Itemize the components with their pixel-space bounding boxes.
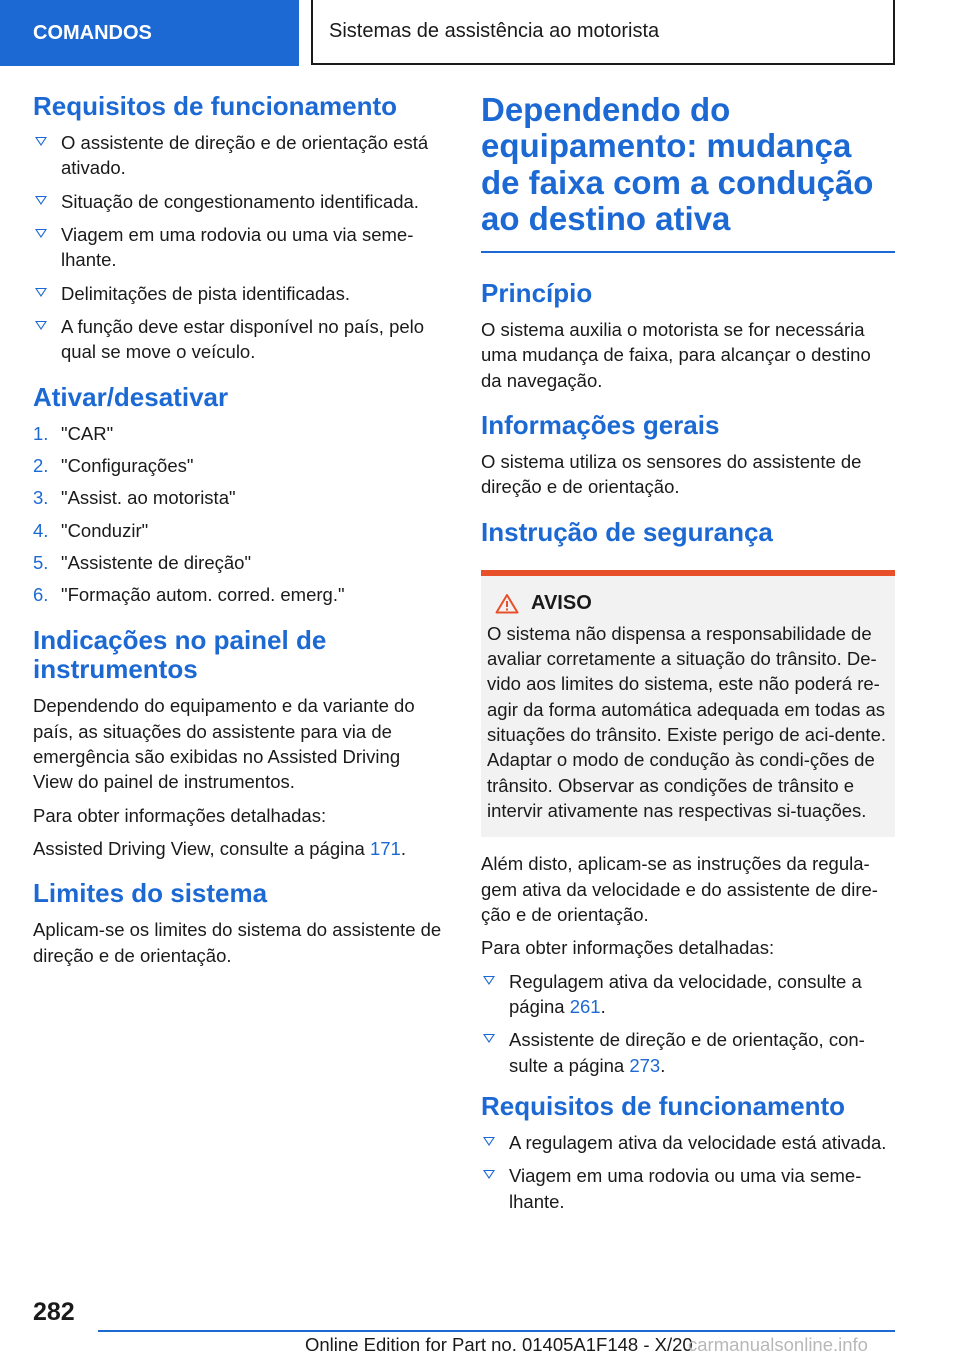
page-header <box>0 0 960 66</box>
step-item: 1. "CAR" <box>33 422 114 444</box>
triangle-bullet-icon <box>35 196 47 205</box>
list-item: A função deve estar disponível no país, pelo qual se move o veículo. <box>33 314 443 365</box>
footer-divider <box>98 1330 895 1332</box>
list-item: O assistente de direção e de orientação está ativado. <box>33 130 443 181</box>
step-item: 2. "Configurações" <box>33 454 194 476</box>
triangle-bullet-icon <box>483 1137 495 1146</box>
chapter-title-box <box>311 0 895 65</box>
requirements-section-2 <box>481 1092 895 1214</box>
activate-steps <box>33 421 443 608</box>
step-item: 5. "Assistente de direção" <box>33 551 252 573</box>
safety-heading: Instrução de segurança <box>481 516 773 547</box>
section-tab <box>0 0 299 66</box>
triangle-bullet-icon <box>35 229 47 238</box>
triangle-bullet-icon <box>483 976 495 985</box>
list-item: A regulagem ativa da velocidade está ativada. <box>481 1130 895 1155</box>
watermark: carmanualsonline.info <box>688 1334 868 1355</box>
requirements-section <box>33 92 443 365</box>
left-column <box>33 92 443 986</box>
principle-heading: Princípio <box>481 278 593 309</box>
general-section <box>481 411 895 500</box>
triangle-bullet-icon <box>483 1170 495 1179</box>
chapter-title: Sistemas de assistência ao motorista <box>329 20 660 42</box>
right-column <box>481 92 895 1232</box>
reference-list <box>481 969 895 1078</box>
general-heading: Informações gerais <box>481 410 720 441</box>
list-item: Viagem em uma rodovia ou uma via seme-lhante. <box>33 222 443 273</box>
principle-text: O sistema auxilia o motorista se for necessária uma mudança de faixa, para alcançar o destino da navegação. <box>481 319 871 391</box>
limits-heading: Limites do sistema <box>33 878 268 909</box>
more-info-text: Para obter informações detalhadas: <box>481 937 775 959</box>
triangle-bullet-icon <box>35 288 47 297</box>
limits-text: Aplicam-se os limites do sistema do assistente de direção e de orientação. <box>33 919 442 966</box>
list-item: Situação de congestionamento identificada. <box>33 189 443 214</box>
page-link[interactable]: 171 <box>369 838 401 860</box>
principle-section <box>481 279 895 393</box>
list-item: Assistente de direção e de orientação, con-sulte a página 273. <box>481 1027 895 1078</box>
requirements-list <box>481 1130 895 1214</box>
more-info-text: Para obter informações detalhadas: <box>33 804 327 826</box>
triangle-bullet-icon <box>35 321 47 330</box>
triangle-bullet-icon <box>35 137 47 146</box>
step-item: 3. "Assist. ao motorista" <box>33 487 236 509</box>
section-tab-label: COMANDOS <box>33 21 152 44</box>
warning-triangle-icon <box>495 593 519 614</box>
indications-section <box>33 626 443 862</box>
limits-section <box>33 879 443 968</box>
triangle-bullet-icon <box>483 1034 495 1043</box>
warning-text: O sistema não dispensa a responsabilidade de avaliar corretamente a situação do trânsito. De-vido aos limites do sistema, este não poderá re-agir da forma automática adequada em todas as situações do trânsito. Existe perigo de aci-dente. Adaptar o modo de condução às condi-ções de trânsito. Observar as condições de trânsito e intervir ativamente nas respectivas si-tuações. <box>487 622 887 821</box>
after-warning-text: Além disto, aplicam-se as instruções da regula-gem ativa da velocidade e do assistente de dire-ção e de orientação. <box>481 853 878 926</box>
warning-label: AVISO <box>531 591 592 614</box>
main-heading: Dependendo do equipamento: mudança de faixa com a condução ao destino ativa <box>481 91 874 237</box>
general-text: O sistema utiliza os sensores do assistente de direção e de orientação. <box>481 451 862 498</box>
step-item: 4. "Conduzir" <box>33 519 149 541</box>
page-link[interactable]: 273 <box>629 1054 661 1076</box>
list-item: Regulagem ativa da velocidade, consulte a página 261. <box>481 969 895 1020</box>
edition-text: Online Edition for Part no. 01405A1F148 - X/20 <box>305 1334 693 1355</box>
page-number: 282 <box>33 1298 75 1326</box>
indications-text: Dependendo do equipamento e da variante do país, as situações do assistente para via de emergência são exibidas no Assisted Driving View do painel de instrumentos. <box>33 695 415 793</box>
activate-section <box>33 383 443 608</box>
requirements-heading: Requisitos de funcionamento <box>481 1091 846 1122</box>
list-item: Delimitações de pista identificadas. <box>33 281 443 306</box>
step-item: 6. "Formação autom. corred. emerg." <box>33 584 345 606</box>
requirements-heading: Requisitos de funcionamento <box>33 91 398 121</box>
requirements-list <box>33 130 443 365</box>
heading-divider <box>481 251 895 253</box>
activate-heading: Ativar/desativar <box>33 381 229 412</box>
indications-heading: Indicações no painel de instrumentos <box>33 624 327 685</box>
warning-box <box>481 570 895 838</box>
warning-header <box>487 592 887 615</box>
list-item: Viagem em uma rodovia ou uma via seme-lhante. <box>481 1163 895 1214</box>
reference-line: Assisted Driving View, consulte a página 171. <box>33 838 406 860</box>
page-link[interactable]: 261 <box>569 996 601 1018</box>
